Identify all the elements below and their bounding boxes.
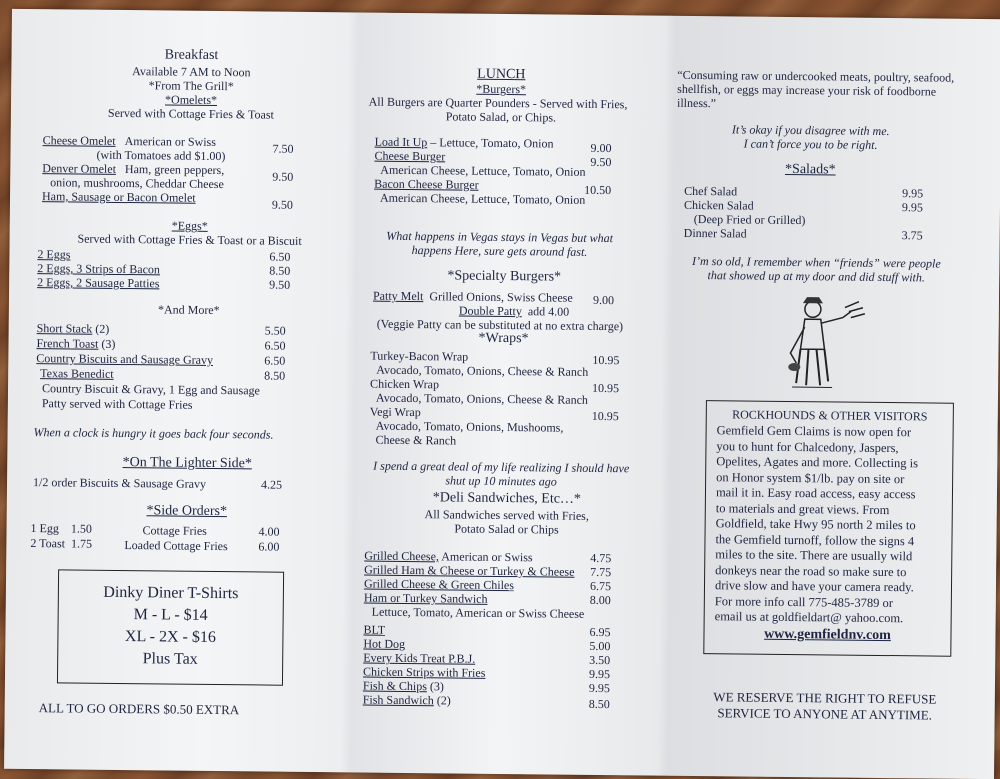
menu-item[interactable]: Chicken Strips with Fries	[363, 664, 486, 680]
price: 9.95	[901, 200, 924, 215]
price: 8.50	[588, 696, 610, 712]
veggie-note: (Veggie Patty can be substituted at no extra charge)	[376, 316, 624, 334]
food-warning: “Consuming raw or undercooked meats, poultry, seafood, shellfish, or eggs may increase your risk of foodborne illness.”	[676, 67, 955, 111]
rockhounds-line: the Gemfield turnoff, follow the signs 4	[715, 531, 915, 548]
rockhounds-line: email us at goldfieldart@ yahoo.com.	[714, 609, 904, 626]
menu-paper	[4, 9, 1000, 779]
item-desc: American Cheese, Lettuce, Tomato, Onion	[380, 162, 586, 179]
menu-item[interactable]: 2 Eggs	[37, 247, 71, 262]
deli-header: *Deli Sandwiches, Etc…*	[432, 490, 582, 507]
menu-item[interactable]: Turkey-Bacon Wrap	[370, 348, 469, 364]
eggs-note: Served with Cottage Fries & Toast or a Biscuit	[77, 231, 302, 248]
and-more-header: *And More*	[157, 302, 220, 318]
quote-shut-up: I spend a great deal of my life realizing I should have shut up 10 minutes ago	[373, 458, 630, 489]
item-desc: (with Tomatoes add $1.00)	[96, 147, 226, 164]
omelets-header: *Omelets*	[164, 92, 218, 107]
burgers-note: All Burgers are Quarter Pounders - Served with Fries,	[368, 94, 628, 112]
rockhounds-line: donkeys near the road so make sure to	[715, 562, 907, 579]
menu-item[interactable]: Hot Dog	[363, 636, 406, 651]
price: 6.50	[264, 353, 286, 368]
price: 6.75	[589, 578, 612, 594]
price: 10.50	[584, 182, 612, 198]
item-desc: Avocado, Tomato, Onions, Mushooms,	[375, 418, 564, 435]
menu-item[interactable]: Country Biscuits and Sausage Gravy	[36, 351, 214, 367]
menu-item[interactable]: 1 Egg 1.50	[30, 521, 92, 536]
rockhounds-line: Gemfield Gem Claims is now open for	[716, 423, 912, 440]
tshirt-price-xl: XL - 2X - $16	[124, 628, 216, 647]
price: 3.50	[589, 652, 611, 668]
price: 5.50	[264, 323, 286, 338]
menu-item[interactable]: Ham or Turkey Sandwich	[363, 590, 488, 606]
burgers-note-2: Potato Salad, or Chips.	[445, 109, 557, 125]
lunch-title: LUNCH	[477, 66, 526, 83]
burgers-header: *Burgers*	[476, 81, 527, 97]
menu-item[interactable]: Double Patty add 4.00	[458, 303, 570, 319]
menu-item[interactable]: Vegi Wrap	[369, 404, 421, 420]
menu-item[interactable]: Bacon Cheese Burger	[374, 176, 479, 192]
to-go-note: ALL TO GO ORDERS $0.50 EXTRA	[38, 700, 240, 718]
price: 9.50	[269, 277, 291, 292]
item-desc: Avocado, Tomato, Onions, Cheese & Ranch	[376, 362, 589, 379]
price: 5.00	[589, 638, 611, 654]
price: 9.00	[590, 140, 612, 156]
menu-item[interactable]: Every Kids Treat P.B.J.	[363, 650, 476, 666]
menu-item[interactable]: Grilled Cheese, American or Swiss	[364, 548, 533, 565]
gemfield-website-link[interactable]: www.gemfieldnv.com	[764, 626, 891, 644]
item-desc: (Deep Fried or Grilled)	[693, 211, 806, 228]
omelets-note: Served with Cottage Fries & Toast	[107, 105, 274, 122]
menu-item[interactable]: 2 Eggs, 2 Sausage Patties	[37, 275, 160, 291]
wraps-header: *Wraps*	[478, 330, 529, 347]
menu-item[interactable]: Dinner Salad	[683, 225, 747, 241]
price: 9.50	[590, 154, 612, 170]
menu-item[interactable]: Chicken Salad	[683, 197, 754, 213]
menu-item[interactable]: Loaded Cottage Fries	[124, 538, 228, 554]
rockhounds-line: miles to the site. There are usually wild	[715, 547, 913, 564]
menu-item[interactable]: Load It Up – Lettuce, Tomato, Onion	[374, 134, 554, 151]
rockhounds-text	[715, 423, 945, 627]
menu-item[interactable]: Chicken Wrap	[370, 376, 440, 392]
rockhounds-line: Goldfield, take Hwy 95 north 2 miles to	[715, 516, 916, 533]
quote-disagree-2: I can’t force you to be right.	[743, 136, 878, 152]
price: 9.50	[271, 197, 294, 212]
price: 6.50	[269, 249, 291, 264]
from-grill-label: *From The Grill*	[148, 78, 234, 94]
price: 10.95	[592, 352, 620, 368]
tshirt-tax: Plus Tax	[142, 650, 198, 668]
item-desc: Cheese & Ranch	[375, 432, 457, 448]
price: 9.00	[592, 292, 615, 308]
rockhounds-line: mail it in. Easy road access, easy access	[715, 485, 916, 502]
rockhounds-line: Opelites, Agates and more. Collecting is	[716, 454, 919, 471]
rockhounds-line: For more info call 775-485-3789 or	[714, 593, 894, 610]
menu-item[interactable]: Fish & Chips (3)	[362, 678, 445, 694]
quote-clock: When a clock is hungry it goes back four seconds.	[33, 425, 274, 442]
quote-disagree: It’s okay if you disagree with me.	[731, 122, 890, 139]
lighter-side-header: *On The Lighter Side*	[122, 455, 252, 472]
price: 3.75	[901, 228, 923, 243]
breakfast-hours: Available 7 AM to Noon	[132, 64, 251, 80]
menu-item[interactable]: Denver Omelet Ham, green peppers,	[42, 161, 225, 178]
price: 9.95	[588, 680, 610, 696]
reserve-right-1: WE RESERVE THE RIGHT TO REFUSE	[713, 689, 937, 707]
rockhounds-title: ROCKHOUNDS & OTHER VISITORS	[732, 407, 928, 424]
price: 7.75	[590, 564, 612, 580]
rockhounds-line: to materials and great views. From	[715, 500, 890, 517]
breakfast-title: Breakfast	[164, 47, 219, 64]
price: 6.95	[589, 624, 611, 640]
specialty-header: *Specialty Burgers*	[447, 268, 562, 285]
menu-item[interactable]: BLT	[363, 622, 386, 637]
tshirt-box	[57, 569, 284, 685]
price: 8.50	[264, 368, 286, 383]
menu-item[interactable]: Chef Salad	[684, 183, 738, 199]
menu-item[interactable]: Fish Sandwich (2)	[362, 692, 451, 708]
price: 6.00	[258, 539, 280, 554]
quote-friends: I’m so old, I remember when “friends” were people	[691, 253, 941, 271]
quote-vegas: What happens in Vegas stays in Vegas but what happens Here, sure gets around fast.	[386, 228, 614, 259]
item-desc: Avocado, Tomato, Onions, Cheese & Ranch	[375, 390, 589, 407]
menu-item[interactable]: Cheese Burger	[374, 148, 446, 164]
rockhounds-line: you to hunt for Chalcedony, Jaspers,	[716, 438, 899, 455]
tshirt-title: Dinky Diner T-Shirts	[103, 583, 239, 603]
price: 8.00	[589, 592, 611, 608]
menu-item[interactable]: Short Stack (2)	[36, 321, 110, 336]
deli-note: All Sandwiches served with Fries,	[424, 507, 589, 523]
price: 10.95	[591, 380, 620, 396]
menu-item[interactable]: 2 Eggs, 3 Strips of Bacon	[37, 261, 161, 277]
price: 4.75	[590, 550, 612, 566]
deli-note-2: Potato Salad or Chips	[454, 521, 559, 537]
eggs-header: *Eggs*	[171, 218, 208, 233]
menu-item[interactable]: Patty Melt Grilled Onions, Swiss Cheese	[372, 288, 573, 305]
miner-illustration	[784, 287, 875, 398]
rockhounds-line: on Honor system $1/lb. pay on site or	[716, 469, 905, 486]
tshirt-price-ml: M - L - $14	[133, 606, 208, 624]
menu-item[interactable]: Cheese Omelet American or Swiss	[42, 133, 217, 149]
salads-header: *Salads*	[785, 161, 836, 178]
price: 9.95	[902, 186, 924, 201]
menu-item[interactable]: French Toast (3)	[36, 336, 116, 351]
menu-item[interactable]: 1/2 order Biscuits & Sausage Gravy	[32, 475, 207, 491]
price: 7.50	[272, 141, 294, 156]
price: 10.95	[591, 408, 619, 424]
menu-item[interactable]: Ham, Sausage or Bacon Omelet	[41, 189, 196, 205]
menu-item[interactable]: Texas Benedict	[40, 366, 114, 381]
item-desc: onion, mushrooms, Cheddar Cheese	[50, 175, 224, 192]
price: 6.50	[264, 338, 286, 353]
menu-item[interactable]: Grilled Cheese & Green Chiles	[363, 576, 515, 593]
item-desc: Lettuce, Tomato, American or Swiss Cheese	[371, 604, 585, 621]
item-desc: Patty served with Cottage Fries	[41, 396, 193, 412]
rockhounds-line: drive slow and have your camera ready.	[714, 578, 914, 595]
menu-item[interactable]: 2 Toast 1.75	[30, 536, 93, 551]
price: 4.00	[258, 524, 280, 539]
quote-friends-2: that showed up at my door and did stuff with.	[707, 268, 925, 285]
rockhounds-box	[703, 400, 954, 657]
item-desc: American Cheese, Lettuce, Tomato, Onion	[379, 190, 586, 207]
reserve-right-2: SERVICE TO ANYONE AT ANYTIME.	[717, 705, 933, 723]
price: 4.25	[260, 477, 283, 492]
menu-item[interactable]: Grilled Ham & Cheese or Turkey & Cheese	[364, 562, 575, 579]
price: 9.50	[272, 169, 294, 184]
item-desc: Country Biscuit & Gravy, 1 Egg and Sausage	[41, 381, 260, 398]
price: 8.50	[269, 263, 291, 278]
price: 9.95	[589, 666, 611, 682]
side-orders-header: *Side Orders*	[146, 503, 228, 520]
menu-item[interactable]: Cottage Fries	[142, 523, 207, 538]
